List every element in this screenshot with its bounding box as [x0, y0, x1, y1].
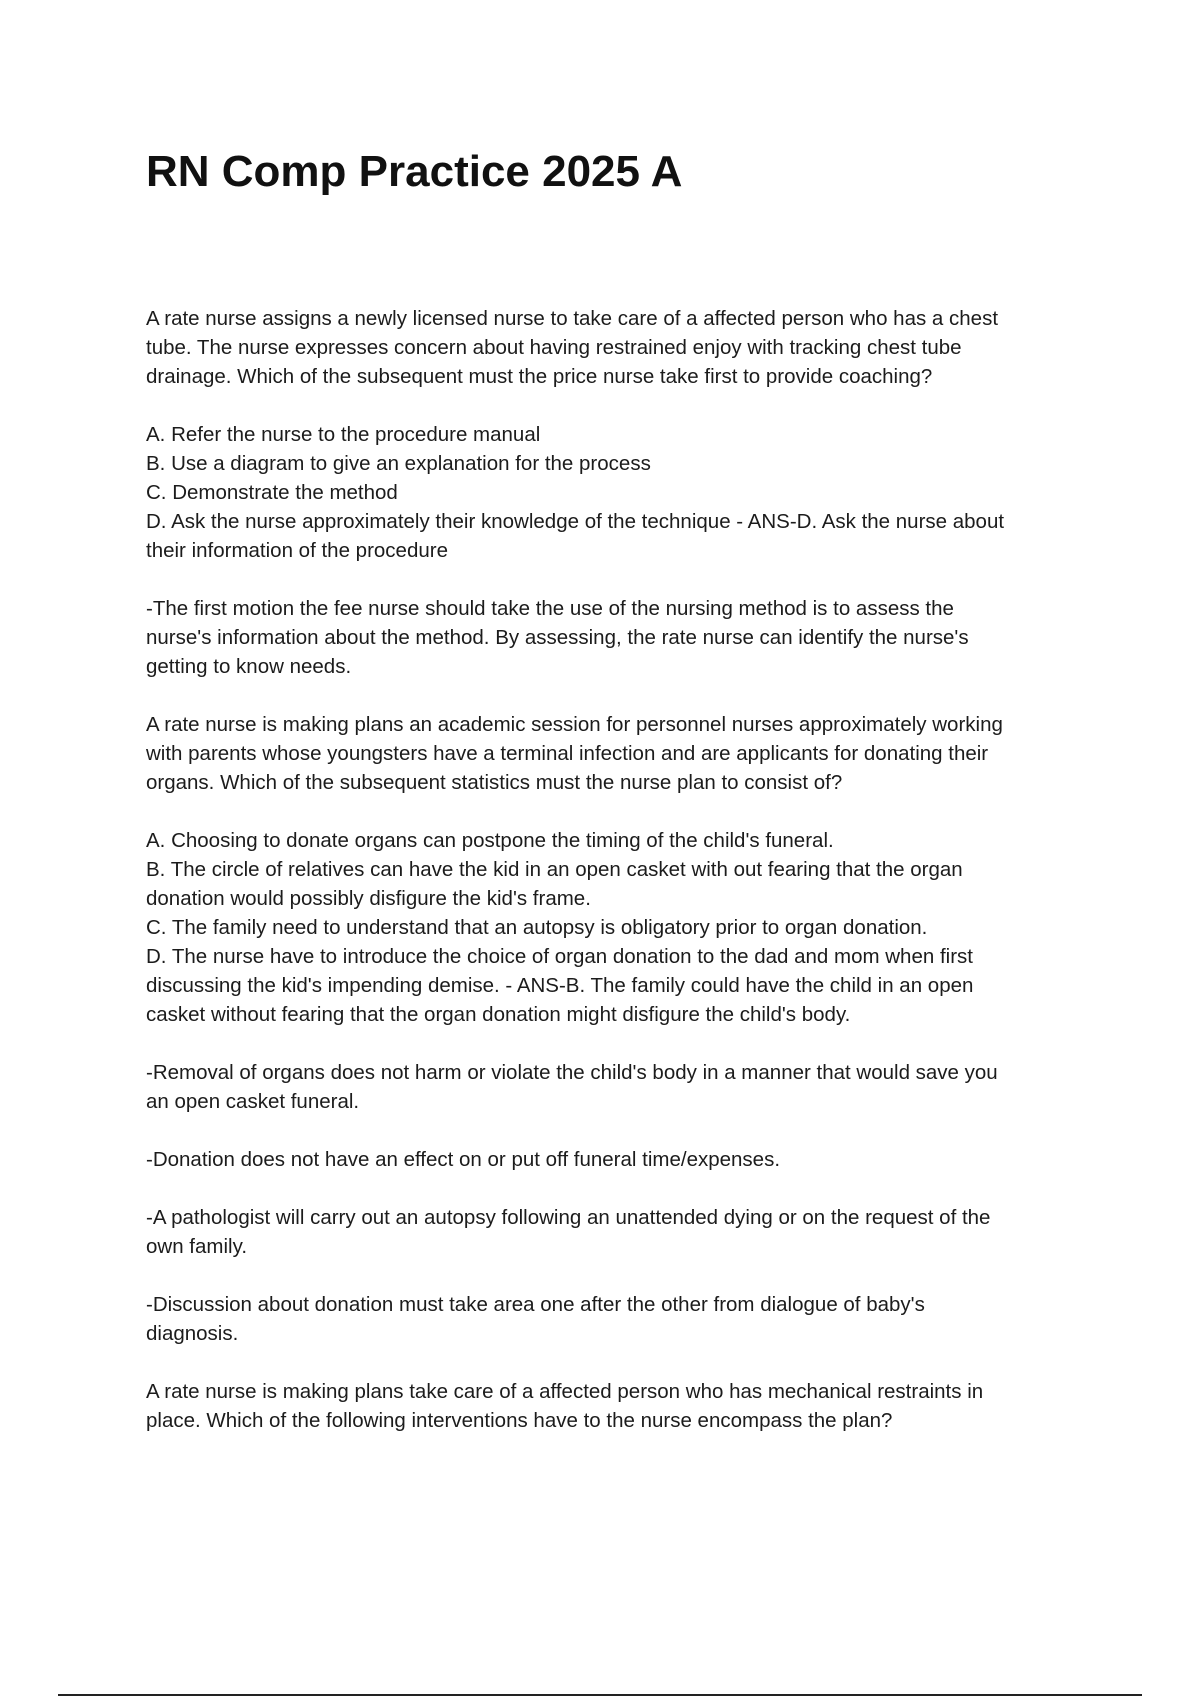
- option-b-continuation: donation would possibly disfigure the kid's frame.: [146, 887, 591, 910]
- question-2-rationale-3: [146, 1203, 1086, 1261]
- text-line: nurse's information about the method. By assessing, the rate nurse can identify the nurse's: [146, 626, 969, 649]
- text-line: with parents whose youngsters have a terminal infection and are applicants for donating their: [146, 742, 989, 765]
- text-line: -Discussion about donation must take area one after the other from dialogue of baby's: [146, 1293, 925, 1316]
- answer-continuation: their information of the procedure: [146, 539, 448, 562]
- question-2-stem: [146, 710, 1086, 797]
- option-b: B. The circle of relatives can have the kid in an open casket with out fearing that the organ: [146, 858, 963, 881]
- text-line: diagnosis.: [146, 1322, 239, 1345]
- question-2-rationale-4: [146, 1290, 1086, 1348]
- option-c: C. Demonstrate the method: [146, 481, 398, 504]
- text-line: -A pathologist will carry out an autopsy following an unattended dying or on the request of the: [146, 1206, 991, 1229]
- option-a: A. Refer the nurse to the procedure manual: [146, 423, 541, 446]
- option-d-with-answer: discussing the kid's impending demise. - ANS-B. The family could have the child in an open: [146, 974, 974, 997]
- text-line: -Donation does not have an effect on or put off funeral time/expenses.: [146, 1148, 781, 1171]
- question-3-stem: [146, 1377, 1086, 1435]
- option-c: C. The family need to understand that an autopsy is obligatory prior to organ donation.: [146, 916, 928, 939]
- text-line: -Removal of organs does not harm or violate the child's body in a manner that would save you: [146, 1061, 998, 1084]
- text-line: -The first motion the fee nurse should take the use of the nursing method is to assess the: [146, 597, 954, 620]
- question-2-rationale-2: [146, 1145, 1086, 1174]
- text-line: A rate nurse is making plans take care of a affected person who has mechanical restraints in: [146, 1380, 984, 1403]
- footer-divider: [58, 1694, 1142, 1696]
- document-body: [146, 304, 1086, 1464]
- text-line: tube. The nurse expresses concern about having restrained enjoy with tracking chest tube: [146, 336, 962, 359]
- text-line: A rate nurse is making plans an academic session for personnel nurses approximately working: [146, 713, 1003, 736]
- question-1-options: [146, 420, 1086, 565]
- question-2-rationale-1: [146, 1058, 1086, 1116]
- text-line: organs. Which of the subsequent statistics must the nurse plan to consist of?: [146, 771, 843, 794]
- question-1-rationale: [146, 594, 1086, 681]
- answer-continuation: casket without fearing that the organ donation might disfigure the child's body.: [146, 1003, 851, 1026]
- question-2-options: [146, 826, 1086, 1029]
- text-line: an open casket funeral.: [146, 1090, 360, 1113]
- question-1-stem: [146, 304, 1086, 391]
- option-d-with-answer: D. Ask the nurse approximately their knowledge of the technique - ANS-D. Ask the nurse about: [146, 510, 1005, 533]
- text-line: getting to know needs.: [146, 655, 352, 678]
- option-a: A. Choosing to donate organs can postpone the timing of the child's funeral.: [146, 829, 834, 852]
- text-line: place. Which of the following interventions have to the nurse encompass the plan?: [146, 1409, 893, 1432]
- text-line: drainage. Which of the subsequent must the price nurse take first to provide coaching?: [146, 365, 933, 388]
- text-line: own family.: [146, 1235, 248, 1258]
- text-line: A rate nurse assigns a newly licensed nurse to take care of a affected person who has a chest: [146, 307, 999, 330]
- document-title: RN Comp Practice 2025 A: [146, 147, 683, 196]
- option-b: B. Use a diagram to give an explanation for the process: [146, 452, 651, 475]
- option-d: D. The nurse have to introduce the choice of organ donation to the dad and mom when first: [146, 945, 973, 968]
